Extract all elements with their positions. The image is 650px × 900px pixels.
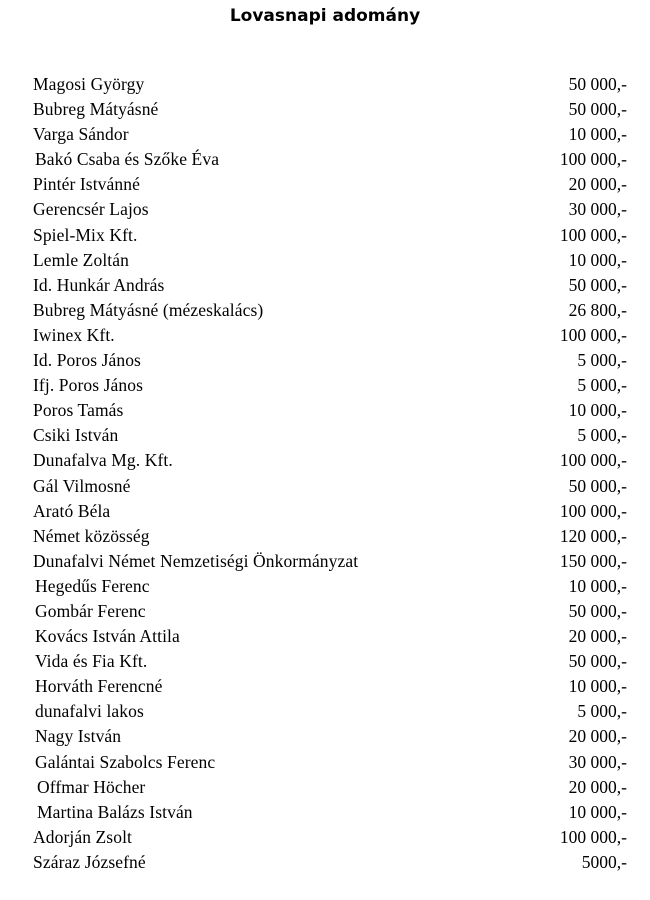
donation-amount: 5000,- <box>581 851 627 872</box>
donation-amount: 20 000,- <box>568 174 627 195</box>
donor-name: Offmar Höcher <box>37 776 146 797</box>
list-item <box>0 398 650 423</box>
donation-amount: 50 000,- <box>568 99 627 120</box>
list-item <box>0 373 650 398</box>
donation-amount: 10 000,- <box>568 400 627 421</box>
list-item <box>0 248 650 273</box>
donation-amount: 100 000,- <box>559 149 627 170</box>
donation-amount: 100 000,- <box>559 450 627 471</box>
donor-name: Bubreg Mátyásné (mézeskalács) <box>33 299 264 320</box>
donation-amount: 100 000,- <box>559 500 627 521</box>
donor-name: Csiki István <box>33 425 119 446</box>
donor-name: Iwinex Kft. <box>33 324 115 345</box>
donor-name: Nagy István <box>35 726 122 747</box>
donor-name: Lemle Zoltán <box>33 249 129 270</box>
donor-name: Magosi György <box>33 74 145 94</box>
donor-name: Varga Sándor <box>33 124 129 145</box>
donor-name: Pintér Istvánné <box>33 174 140 195</box>
list-item <box>0 172 650 197</box>
list-item <box>0 122 650 147</box>
donor-name: Id. Hunkár András <box>33 274 165 295</box>
list-item <box>0 750 650 775</box>
list-item <box>0 800 650 825</box>
donor-name: Hegedűs Ferenc <box>35 575 150 596</box>
list-item <box>0 524 650 549</box>
donation-amount: 20 000,- <box>568 776 627 797</box>
donor-name: Galántai Szabolcs Ferenc <box>35 751 216 772</box>
list-item <box>0 323 650 348</box>
donor-name: Martina Balázs István <box>37 801 193 822</box>
donation-amount: 120 000,- <box>559 525 627 546</box>
donor-name: Német közösség <box>33 525 150 546</box>
donor-name: Id. Poros János <box>33 350 141 371</box>
donation-amount: 5 000,- <box>577 425 627 446</box>
list-item <box>0 348 650 373</box>
donation-amount: 10 000,- <box>568 801 627 822</box>
donor-name: Spiel-Mix Kft. <box>33 224 138 245</box>
list-item <box>0 649 650 674</box>
donation-amount: 150 000,- <box>559 550 627 571</box>
donor-name: Bubreg Mátyásné <box>33 99 159 120</box>
donation-amount: 5 000,- <box>577 375 627 396</box>
donor-name: Vida és Fia Kft. <box>35 651 148 672</box>
donation-amount: 100 000,- <box>559 224 627 245</box>
list-item <box>0 549 650 574</box>
donor-name: Adorján Zsolt <box>33 826 132 847</box>
donation-amount: 100 000,- <box>559 826 627 847</box>
donation-amount: 10 000,- <box>568 575 627 596</box>
donation-amount: 5 000,- <box>577 701 627 722</box>
list-item <box>0 699 650 724</box>
donor-name: Dunafalva Mg. Kft. <box>33 450 173 471</box>
list-item <box>0 825 650 850</box>
list-item <box>0 423 650 448</box>
donor-name: Dunafalvi Német Nemzetiségi Önkormányzat <box>33 550 359 571</box>
donation-amount: 30 000,- <box>568 199 627 220</box>
donation-amount: 26 800,- <box>568 299 627 320</box>
list-item <box>0 474 650 499</box>
list-item <box>0 223 650 248</box>
donor-name: Bakó Csaba és Szőke Éva <box>35 149 220 170</box>
donation-amount: 20 000,- <box>568 726 627 747</box>
list-item <box>0 197 650 222</box>
donation-amount: 50 000,- <box>568 274 627 295</box>
donation-amount: 50 000,- <box>568 74 627 94</box>
list-item <box>0 147 650 172</box>
donor-name: Horváth Ferencné <box>35 676 163 697</box>
list-item <box>0 97 650 122</box>
list-item <box>0 273 650 298</box>
donor-name: Gerencsér Lajos <box>33 199 149 220</box>
list-item <box>0 850 650 875</box>
donation-amount: 30 000,- <box>568 751 627 772</box>
donation-list <box>0 72 650 875</box>
donation-amount: 10 000,- <box>568 676 627 697</box>
donation-amount: 5 000,- <box>577 350 627 371</box>
list-item <box>0 499 650 524</box>
donor-name: Gombár Ferenc <box>35 600 146 621</box>
donor-name: Ifj. Poros János <box>33 375 144 396</box>
donation-amount: 100 000,- <box>559 324 627 345</box>
list-item <box>0 775 650 800</box>
donor-name: dunafalvi lakos <box>35 701 144 722</box>
page-title: Lovasnapi adomány <box>229 6 421 26</box>
donor-name: Száraz Józsefné <box>33 851 146 872</box>
donation-amount: 50 000,- <box>568 600 627 621</box>
donation-amount: 10 000,- <box>568 249 627 270</box>
donation-amount: 50 000,- <box>568 475 627 496</box>
donation-amount: 10 000,- <box>568 124 627 145</box>
donor-name: Arató Béla <box>33 500 111 521</box>
list-item <box>0 674 650 699</box>
list-item <box>0 574 650 599</box>
donor-name: Kovács István Attila <box>35 626 180 647</box>
donor-name: Poros Tamás <box>33 400 124 421</box>
list-item <box>0 724 650 749</box>
donor-name: Gál Vilmosné <box>33 475 131 496</box>
list-item <box>0 624 650 649</box>
donation-amount: 50 000,- <box>568 651 627 672</box>
list-item <box>0 448 650 473</box>
list-item <box>0 599 650 624</box>
list-item <box>0 298 650 323</box>
list-item <box>0 72 650 97</box>
donation-amount: 20 000,- <box>568 626 627 647</box>
